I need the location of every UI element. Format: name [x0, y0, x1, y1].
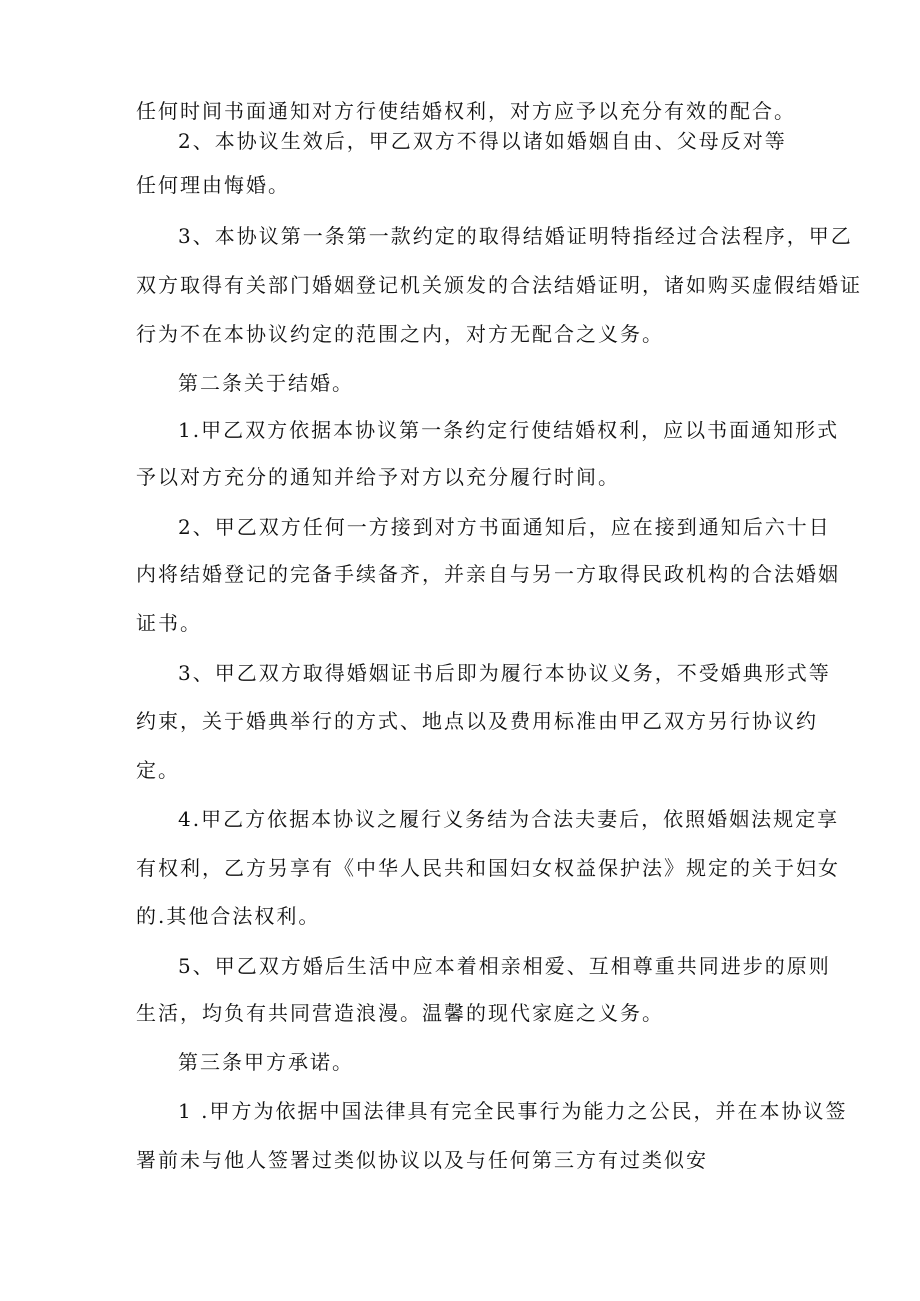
text-line: 署前未与他人签署过类似协议以及与任何第三方有过类似安: [136, 1148, 708, 1172]
text-line: 2、本协议生效后，甲乙双方不得以诸如婚姻自由、父母反对等: [178, 129, 787, 153]
section-heading: 第三条甲方承诺。: [178, 1050, 354, 1074]
text-line: 任何理由悔婚。: [136, 173, 290, 197]
text-line: 1.甲乙双方依据本协议第一条约定行使结婚权利，应以书面通知形式: [178, 418, 840, 442]
text-line: 定。: [136, 758, 180, 782]
text-line: 行为不在本协议约定的范围之内，对方无配合之义务。: [136, 322, 664, 346]
text-line: 任何时间书面通知对方行使结婚权利，对方应予以充分有效的配合。: [136, 99, 796, 123]
text-line: 内将结婚登记的完备手续备齐，并亲自与另一方取得民政机构的合法婚姻: [136, 562, 840, 586]
text-line: 2、甲乙双方任何一方接到对方书面通知后，应在接到通知后六十日: [178, 515, 831, 539]
text-line: 生活，均负有共同营造浪漫。温馨的现代家庭之义务。: [136, 1001, 664, 1025]
text-line: 约束，关于婚典举行的方式、地点以及费用标准由甲乙双方另行协议约: [136, 709, 818, 733]
text-line: 4.甲乙方依据本协议之履行义务结为合法夫妻后，依照婚姻法规定享: [178, 807, 840, 831]
text-line: 1 .甲方为依据中国法律具有完全民事行为能力之公民，并在本协议签: [178, 1099, 848, 1123]
text-line: 5、甲乙双方婚后生活中应本着相亲相爱、互相尊重共同进步的原则: [178, 954, 831, 978]
text-line: 的.其他合法权利。: [136, 904, 321, 928]
text-line: 证书。: [136, 611, 202, 635]
text-line: 双方取得有关部门婚姻登记机关颁发的合法结婚证明，诸如购买虚假结婚证: [136, 273, 862, 297]
text-line: 予以对方充分的通知并给予对方以充分履行时间。: [136, 465, 620, 489]
text-line: 有权利，乙方另享有《中华人民共和国妇女权益保护法》规定的关于妇女: [136, 856, 840, 880]
text-line: 3、甲乙双方取得婚姻证书后即为履行本协议义务，不受婚典形式等: [178, 661, 831, 685]
section-heading: 第二条关于结婚。: [178, 371, 354, 395]
text-line: 3、本协议第一条第一款约定的取得结婚证明特指经过合法程序，甲乙: [178, 224, 853, 248]
